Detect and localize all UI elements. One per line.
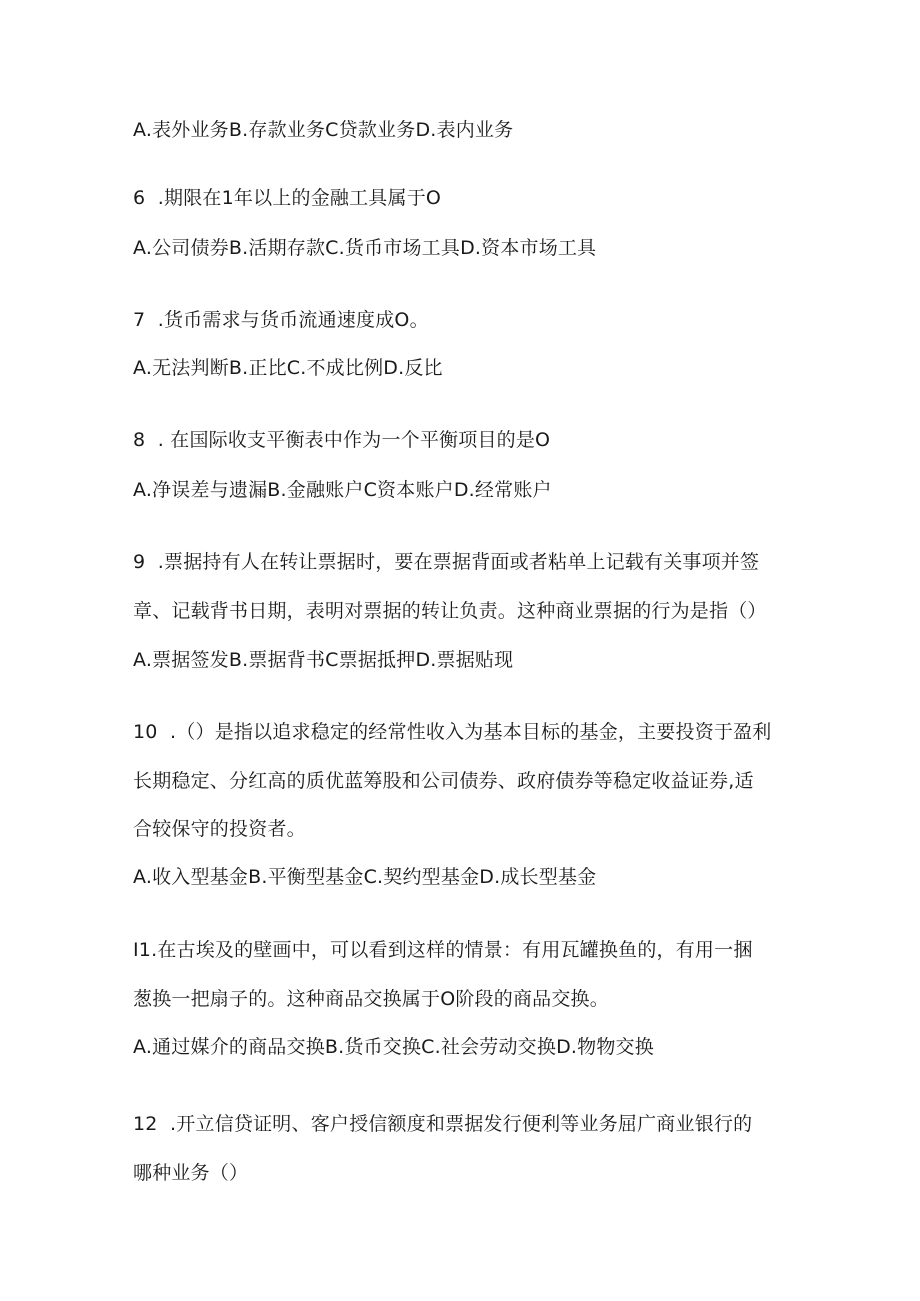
- q9-stem-line2: 章、记载背书日期，表明对票据的转让负责。这种商业票据的行为是指（）: [133, 600, 767, 622]
- q6-stem: 6 .期限在1年以上的金融工具属于O: [133, 187, 442, 209]
- q7-stem: 7 .货币需求与货币流通速度成O。: [133, 309, 429, 331]
- q12-stem-line1: 12 .开立信贷证明、客户授信额度和票据发行便利等业务屈广商业银行的: [133, 1113, 753, 1135]
- q11-options: A.通过媒介的商品交换B.货币交换C.社会劳动交换D.物物交换: [133, 1036, 654, 1058]
- q10-stem-line2: 长期稳定、分红高的质优蓝筹股和公司债券、政府债券等稳定收益证券,适: [133, 770, 754, 792]
- q10-options: A.收入型基金B.平衡型基金C.契约型基金D.成长型基金: [133, 866, 597, 888]
- q11-stem-line2: 葱换一把扇子的。这种商品交换属于O阶段的商品交换。: [133, 988, 609, 1010]
- q9-options: A.票据签发B.票据背书C票据抵押D.票据贴现: [133, 649, 514, 671]
- q7-options: A.无法判断B.正比C.不成比例D.反比: [133, 357, 443, 379]
- q11-stem-line1: I1.在古埃及的壁画中，可以看到这样的情景：有用瓦罐换鱼的，有用一捆: [133, 939, 753, 961]
- q9-stem-line1: 9 .票据持有人在转让票据时，要在票据背面或者粘单上记载有关事项并签: [133, 551, 760, 573]
- q10-stem-line1: 10 .（）是指以追求稳定的经常性收入为基本目标的基金，主要投资于盈利: [133, 721, 772, 743]
- q5-options: A.表外业务B.存款业务C贷款业务D.表内业务: [133, 119, 514, 141]
- q6-options: A.公司债券B.活期存款C.货币市场工具D.资本市场工具: [133, 237, 597, 259]
- q12-stem-line2: 哪种业务（）: [133, 1162, 249, 1184]
- q8-options: A.净误差与遗漏B.金融账户C资本账户D.经常账户: [133, 479, 552, 501]
- q10-stem-line3: 合较保守的投资者。: [133, 818, 306, 840]
- q8-stem: 8 . 在国际收支平衡表中作为一个平衡项目的是O: [133, 429, 551, 451]
